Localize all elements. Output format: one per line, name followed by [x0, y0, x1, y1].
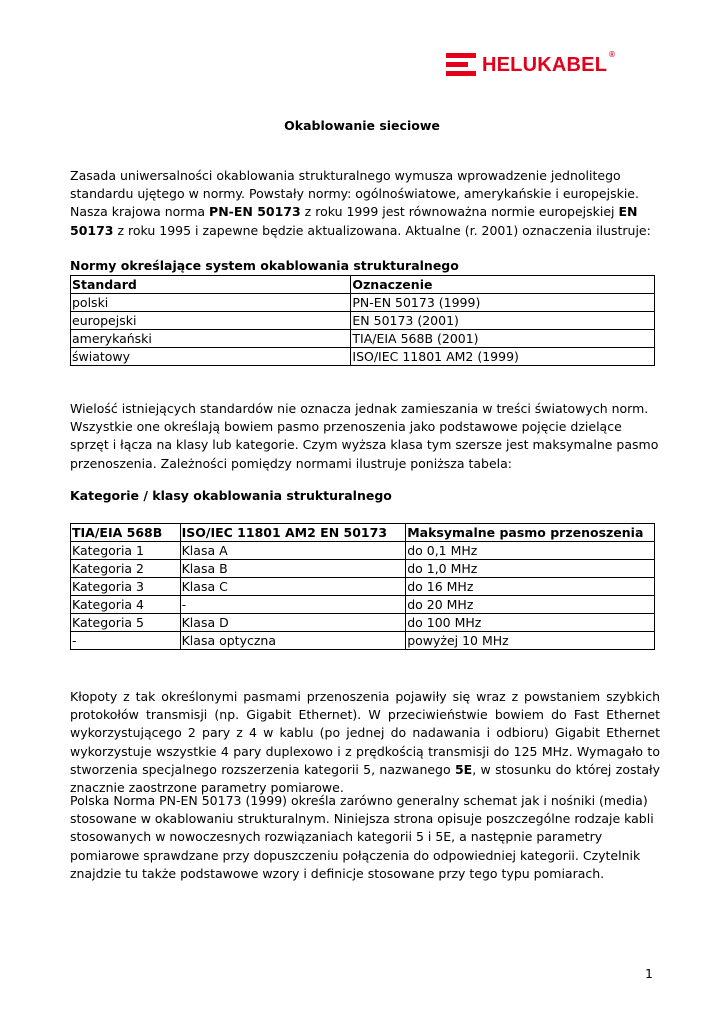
table-cell: - — [180, 596, 406, 614]
table-header-cell: TIA/EIA 568B — [71, 524, 181, 542]
table-cell: Klasa C — [180, 578, 406, 596]
page-number: 1 — [645, 966, 653, 981]
table-row — [71, 596, 655, 614]
table-header-cell: Oznaczenie — [351, 276, 655, 294]
table-cell: światowy — [71, 348, 351, 366]
table-row — [71, 578, 655, 596]
table-cell: TIA/EIA 568B (2001) — [351, 330, 655, 348]
table-row — [71, 632, 655, 650]
table-header-cell: ISO/IEC 11801 AM2 EN 50173 — [180, 524, 406, 542]
table-row — [71, 560, 655, 578]
categories-table — [70, 523, 655, 650]
table-cell: ISO/IEC 11801 AM2 (1999) — [351, 348, 655, 366]
page-title: Okablowanie sieciowe — [284, 118, 440, 133]
table-cell: Kategoria 4 — [71, 596, 181, 614]
table-row — [71, 542, 655, 560]
table-cell: do 100 MHz — [406, 614, 655, 632]
table-cell: do 16 MHz — [406, 578, 655, 596]
helukabel-logo — [446, 49, 616, 78]
norm-paragraph: Polska Norma PN-EN 50173 (1999) określa zarówno generalny schemat jak i nośniki (media) stosowane w okablowaniu strukturalnym. Niniejsza strona opisuje poszczególne rodzaje kabli stosowanych w nowoczesnych rozwiązaniach kategorii 5 i 5E, a następnie parametry pomiarowe sprawdzane przy dopuszczeniu połączenia do odpowiedniej kategorii. Czytelnik znajdzie tu także podstawowe wzory i definicje stosowane przy tego typu pomiarach. — [70, 793, 654, 881]
table-cell: do 0,1 MHz — [406, 542, 655, 560]
table-cell: powyżej 10 MHz — [406, 632, 655, 650]
table-cell: europejski — [71, 312, 351, 330]
table-cell: Klasa A — [180, 542, 406, 560]
table-header-cell: Standard — [71, 276, 351, 294]
registered-mark: ® — [609, 49, 616, 59]
table-cell: PN-EN 50173 (1999) — [351, 294, 655, 312]
table-row — [71, 294, 655, 312]
standards-table — [70, 275, 655, 366]
table-header-row — [71, 524, 655, 542]
table-cell: Klasa optyczna — [180, 632, 406, 650]
logo-mark-icon — [446, 53, 476, 77]
table1-heading: Normy określające system okablowania strukturalnego — [70, 258, 459, 273]
table-row — [71, 330, 655, 348]
table-cell: Kategoria 1 — [71, 542, 181, 560]
intro-paragraph: Zasada uniwersalności okablowania strukturalnego wymusza wprowadzenie jednolitego standardu ujętego w normy. Powstały normy: ogólnoświatowe, amerykańskie i europejskie. Nasza krajowa norma PN-EN 50173 z roku 1999 jest równoważna normie europejskiej EN 50173 z roku 1995 i zapewne będzie aktualizowana. Aktualne (r. 2001) oznaczenia ilustruje: — [70, 168, 651, 238]
table-cell: Kategoria 5 — [71, 614, 181, 632]
table-cell: amerykański — [71, 330, 351, 348]
table-row — [71, 312, 655, 330]
table-row — [71, 348, 655, 366]
table2-heading: Kategorie / klasy okablowania strukturalnego — [70, 488, 392, 503]
table-cell: Kategoria 3 — [71, 578, 181, 596]
table-cell: do 1,0 MHz — [406, 560, 655, 578]
table-header-row — [71, 276, 655, 294]
table-header-cell: Maksymalne pasmo przenoszenia — [406, 524, 655, 542]
table-cell: - — [71, 632, 181, 650]
table-cell: polski — [71, 294, 351, 312]
table-row — [71, 614, 655, 632]
standards-paragraph: Wielość istniejących standardów nie oznacza jednak zamieszania w treści światowych norm. Wszystkie one określają bowiem pasmo przenoszenia jako podstawowe pojęcie dzielące sprzęt i łącza na klasy lub kategorie. Czym wyższa klasa tym szersze jest maksymalne pasmo przenoszenia. Zależności pomiędzy normami ilustruje poniższa tabela: — [70, 401, 659, 471]
table-cell: Klasa D — [180, 614, 406, 632]
gigabit-paragraph: Kłopoty z tak określonymi pasmami przenoszenia pojawiły się wraz z powstaniem szybkich protokołów transmisji (np. Gigabit Ethernet). W przeciwieństwie bowiem do Fast Ethernet wykorzystującego 2 pary z 4 w kablu (po jednej do nadawania i odbioru) Gigabit Ethernet wykorzystuje wszystkie 4 pary duplexowo i z prędkością transmisji do 125 MHz. Wymagało to stworzenia specjalnego rozszerzenia kategorii 5, nazwanego 5E, w stosunku do której zostały znacznie zaostrzone parametry pomiarowe. — [70, 689, 660, 796]
table-cell: EN 50173 (2001) — [351, 312, 655, 330]
table-cell: Klasa B — [180, 560, 406, 578]
table-cell: do 20 MHz — [406, 596, 655, 614]
table-cell: Kategoria 2 — [71, 560, 181, 578]
logo-text: HELUKABEL ® — [482, 49, 616, 76]
